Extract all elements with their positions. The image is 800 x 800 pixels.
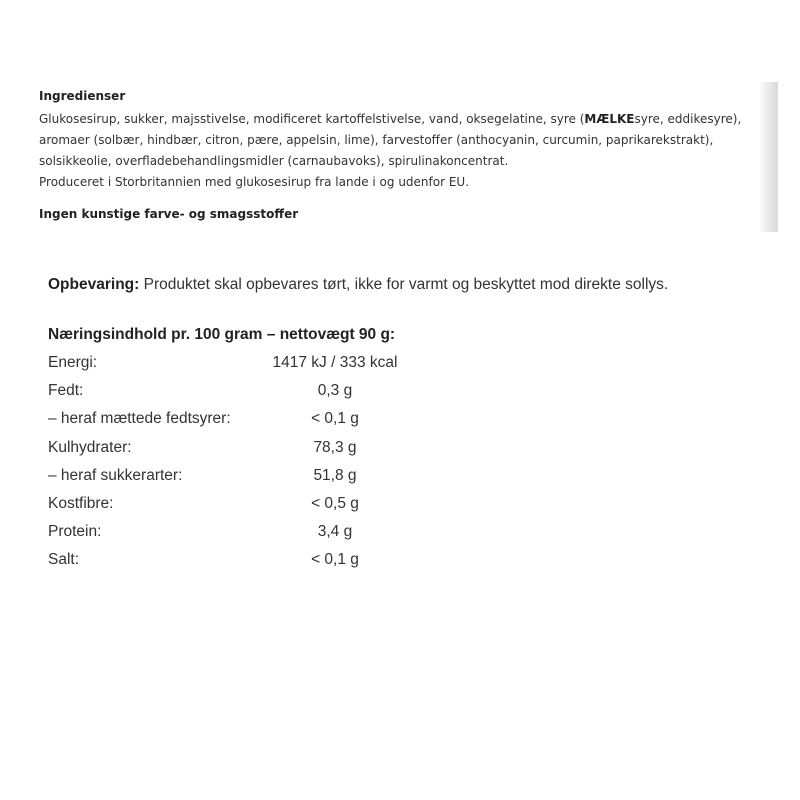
nutrient-value: 51,8 g: [313, 466, 357, 484]
storage-instructions: [48, 276, 668, 294]
ingredients-text-end: syre, eddikesyre), aromaer (solbær, hindbær, citron, pære, appelsin, lime), farvestoffer (anthocyanin, curcumin, paprikarekstrakt), solsikkeolie, overfladebehandlingsmidler (carnaubavoks), spirulinakoncentrat.: [39, 112, 742, 168]
nutrition-row: [48, 408, 468, 436]
nutrition-row: [48, 521, 468, 549]
nutrient-label: – heraf sukkerarter:: [48, 466, 183, 484]
nutrient-value: 78,3 g: [313, 438, 357, 456]
nutrition-title: Næringsindhold pr. 100 gram – nettovægt 90 g:: [48, 326, 396, 343]
nutrient-value: 1417 kJ / 333 kcal: [272, 354, 398, 371]
nutrition-row: [48, 437, 468, 465]
ingredients-title: Ingredienser: [39, 89, 126, 103]
nutrient-label: Fedt:: [48, 382, 84, 400]
storage-label: Opbevaring:: [48, 276, 140, 293]
allergen-highlight: MÆLKE: [584, 112, 635, 126]
storage-text: Produktet skal opbevares tørt, ikke for varmt og beskyttet mod direkte sollys.: [139, 276, 669, 293]
nutrition-row: [48, 465, 468, 493]
nutrient-label: Kostfibre:: [48, 494, 114, 512]
origin-statement: Produceret i Storbritannien med glukosesirup fra lande i og udenfor EU.: [39, 175, 470, 189]
nutrient-label: Energi:: [48, 354, 98, 371]
ingredients-section: [39, 89, 779, 221]
nutrient-label: Salt:: [48, 551, 80, 569]
nutrition-row: [48, 352, 468, 380]
ingredients-list: [39, 109, 779, 172]
nutrient-value: < 0,5 g: [311, 494, 359, 512]
nutrient-label: Protein:: [48, 523, 102, 541]
nutrition-table: [48, 324, 468, 578]
nutrient-label: Kulhydrater:: [48, 438, 132, 456]
nutrition-row: [48, 549, 468, 577]
nutrient-value: < 0,1 g: [311, 410, 359, 428]
no-artificial-note: Ingen kunstige farve- og smagsstoffer: [39, 207, 299, 221]
nutrition-row: [48, 493, 468, 521]
nutrient-value: < 0,1 g: [311, 551, 359, 569]
nutrient-value: 0,3 g: [317, 382, 353, 400]
nutrition-row: [48, 380, 468, 408]
nutrient-label: – heraf mættede fedtsyrer:: [48, 410, 231, 428]
nutrient-value: 3,4 g: [317, 523, 353, 541]
ingredients-text-start: Glukosesirup, sukker, majsstivelse, modificeret kartoffelstivelse, vand, oksegelatine, syre (: [39, 112, 585, 126]
